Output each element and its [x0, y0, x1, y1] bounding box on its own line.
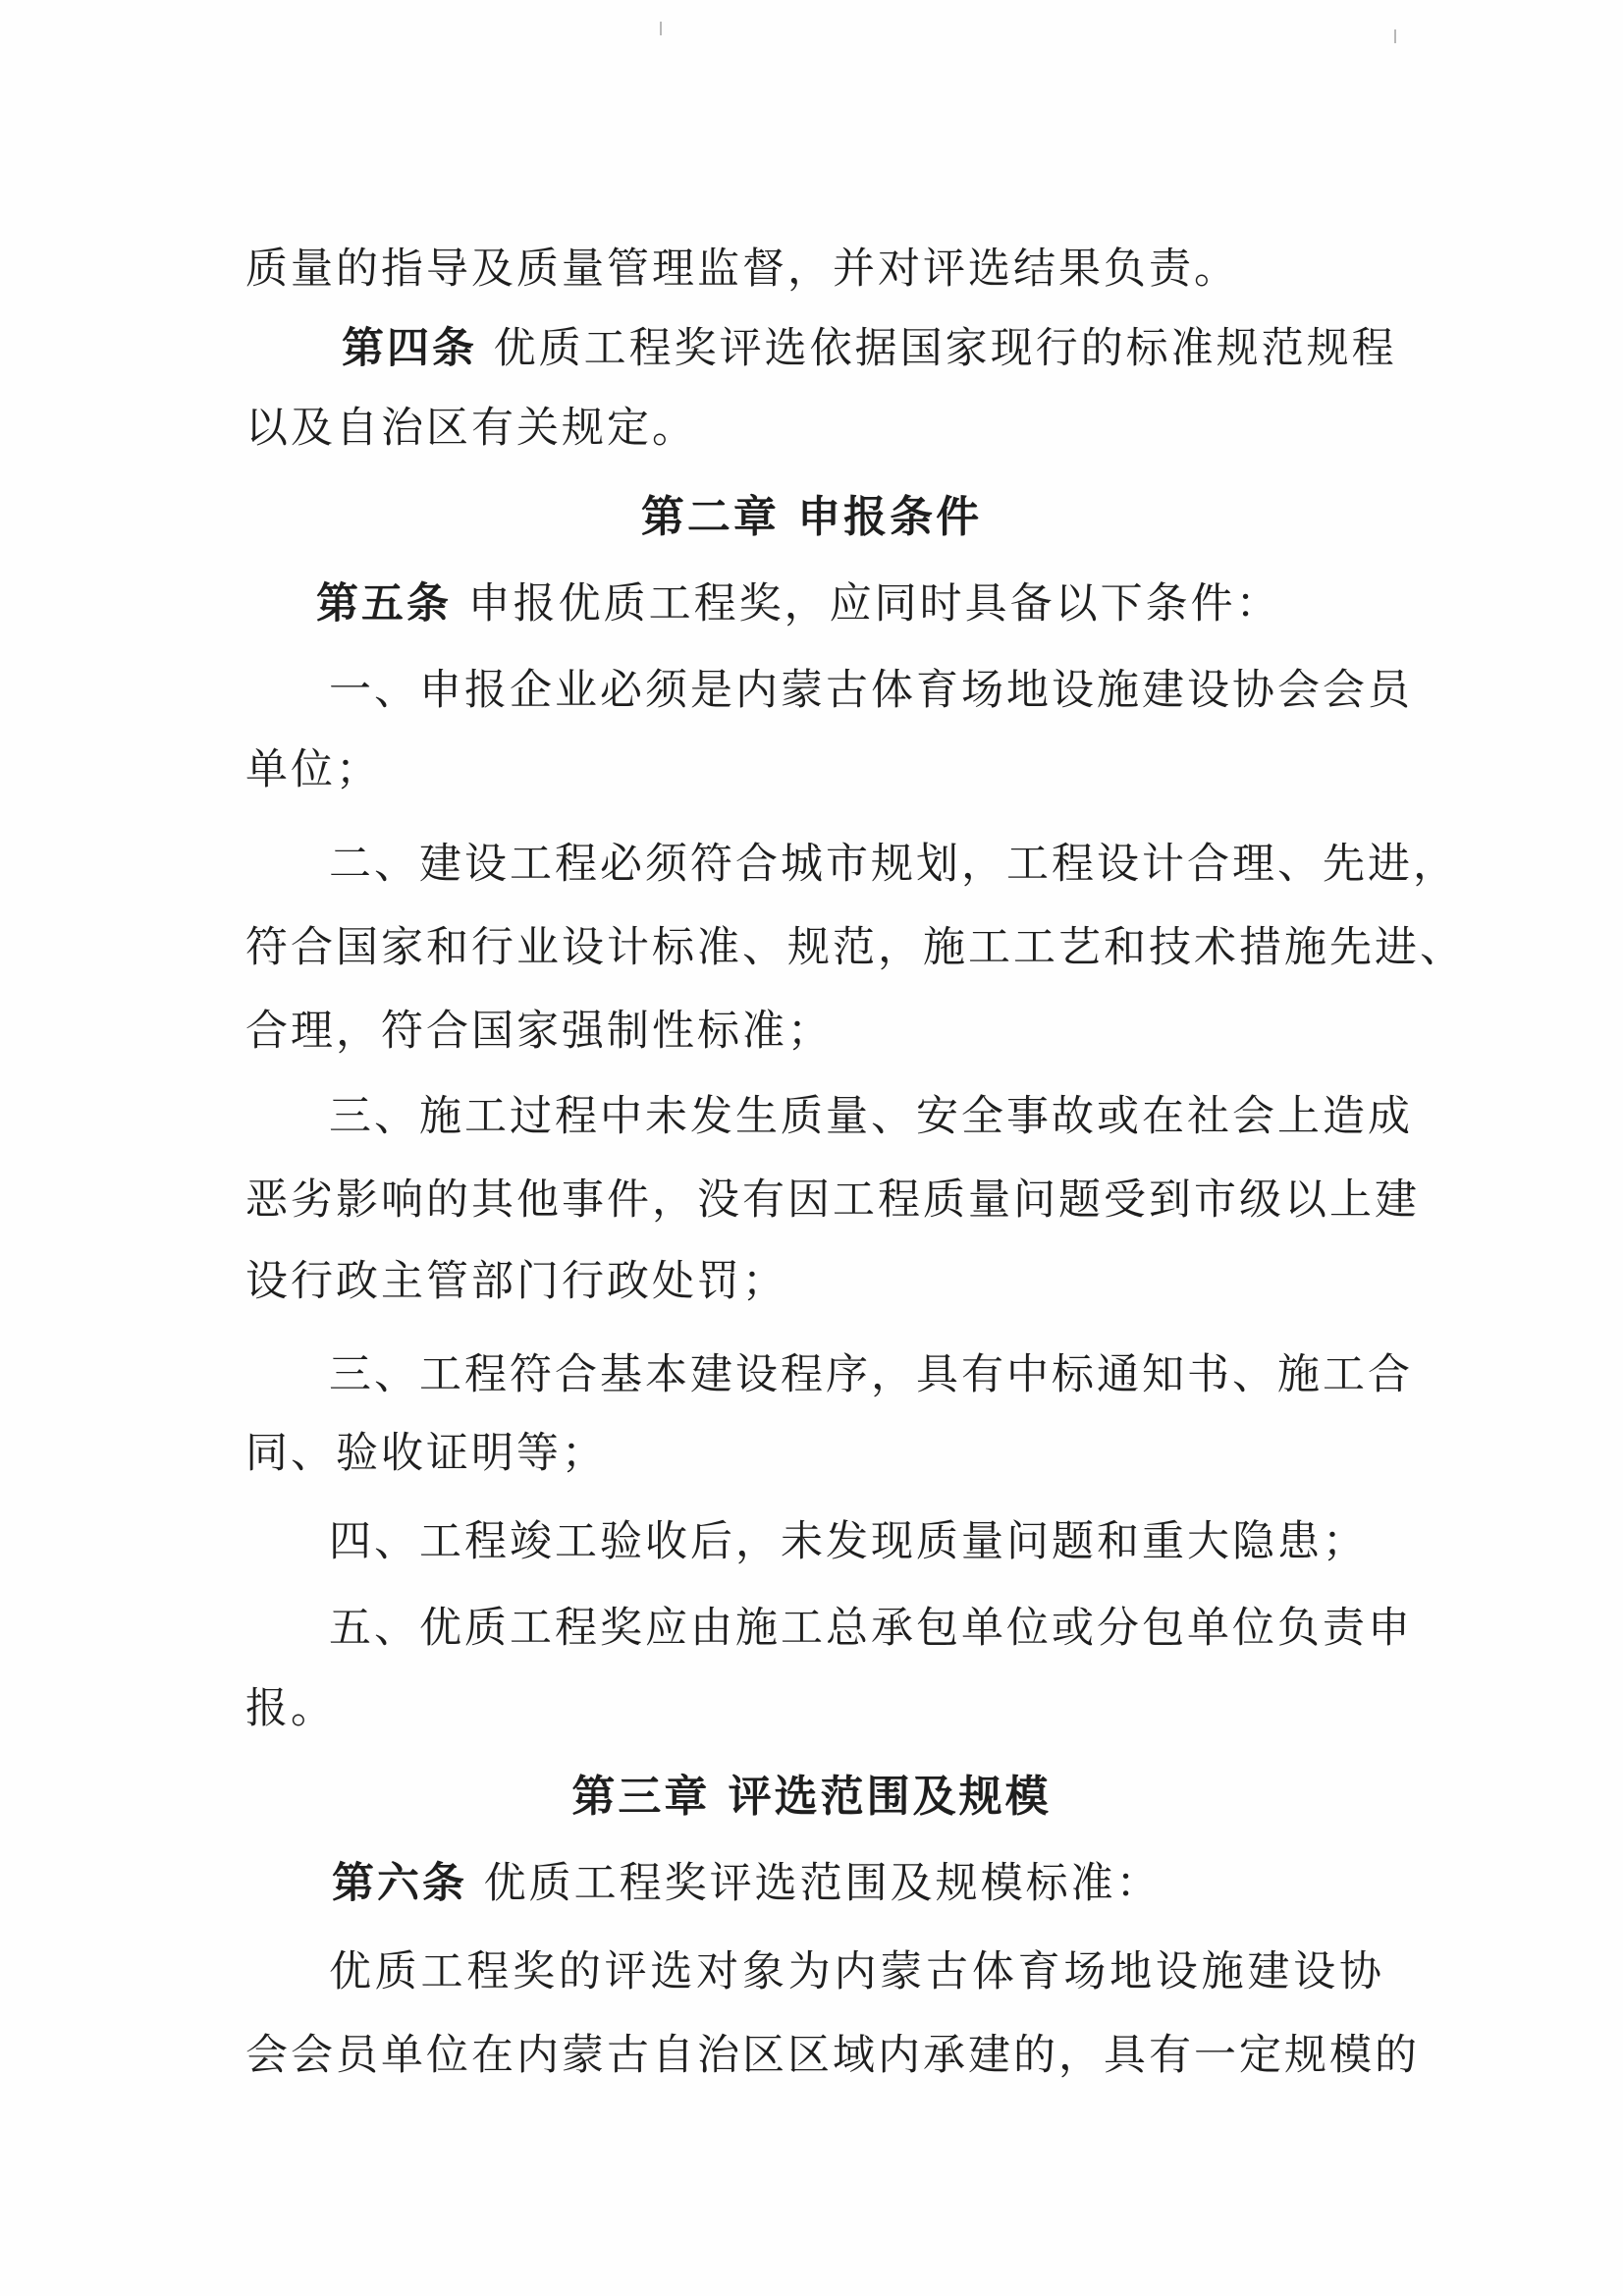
article-4-line: 第四条 优质工程奖评选依据国家现行的标准规范规程 [342, 324, 1397, 373]
chapter-heading: 第三章 评选范围及规模 [571, 1772, 1052, 1822]
list-item-line: 四、工程竣工验收后，未发现质量问题和重大隐患； [329, 1517, 1368, 1566]
paragraph-line: 质量的指导及质量管理监督，并对评选结果负责。 [245, 245, 1239, 294]
chapter-heading: 第二章 申报条件 [640, 492, 983, 542]
list-item-line: 二、建设工程必须符合城市规划，工程设计合理、先进， [329, 840, 1458, 889]
paragraph-line: 优质工程奖的评选对象为内蒙古体育场地设施建设协 [329, 1947, 1384, 1996]
list-item-line: 三、工程符合基本建设程序，具有中标通知书、施工合 [329, 1350, 1413, 1399]
article-number: 第五条 [316, 579, 452, 629]
list-item-line: 三、施工过程中未发生质量、安全事故或在社会上造成 [329, 1092, 1413, 1141]
article-5-line: 第五条 申报优质工程奖，应同时具备以下条件： [316, 579, 1281, 629]
paragraph-line: 同、验收证明等； [245, 1429, 607, 1478]
paragraph-line: 以及自治区有关规定。 [245, 404, 697, 453]
paragraph-line: 合理，符合国家强制性标准； [245, 1007, 833, 1056]
paragraph-line: 设行政主管部门行政处罚； [245, 1257, 787, 1306]
scan-mark [1394, 29, 1396, 43]
paragraph-line: 单位； [245, 745, 381, 794]
article-6-line: 第六条 优质工程奖评选范围及规模标准： [332, 1859, 1162, 1908]
paragraph-line: 会会员单位在内蒙古自治区区域内承建的，具有一定规模的 [245, 2031, 1420, 2080]
article-number: 第四条 [342, 324, 477, 373]
list-item-line: 五、优质工程奖应由施工总承包单位或分包单位负责申 [329, 1604, 1413, 1653]
paragraph-line: 恶劣影响的其他事件，没有因工程质量问题受到市级以上建 [245, 1175, 1420, 1225]
paragraph-line: 报。 [245, 1684, 336, 1733]
list-item-line: 一、申报企业必须是内蒙古体育场地设施建设协会会员 [329, 666, 1413, 715]
article-number: 第六条 [332, 1859, 467, 1908]
paragraph-line: 符合国家和行业设计标准、规范，施工工艺和技术措施先进、 [245, 923, 1465, 972]
scan-mark [660, 22, 662, 35]
